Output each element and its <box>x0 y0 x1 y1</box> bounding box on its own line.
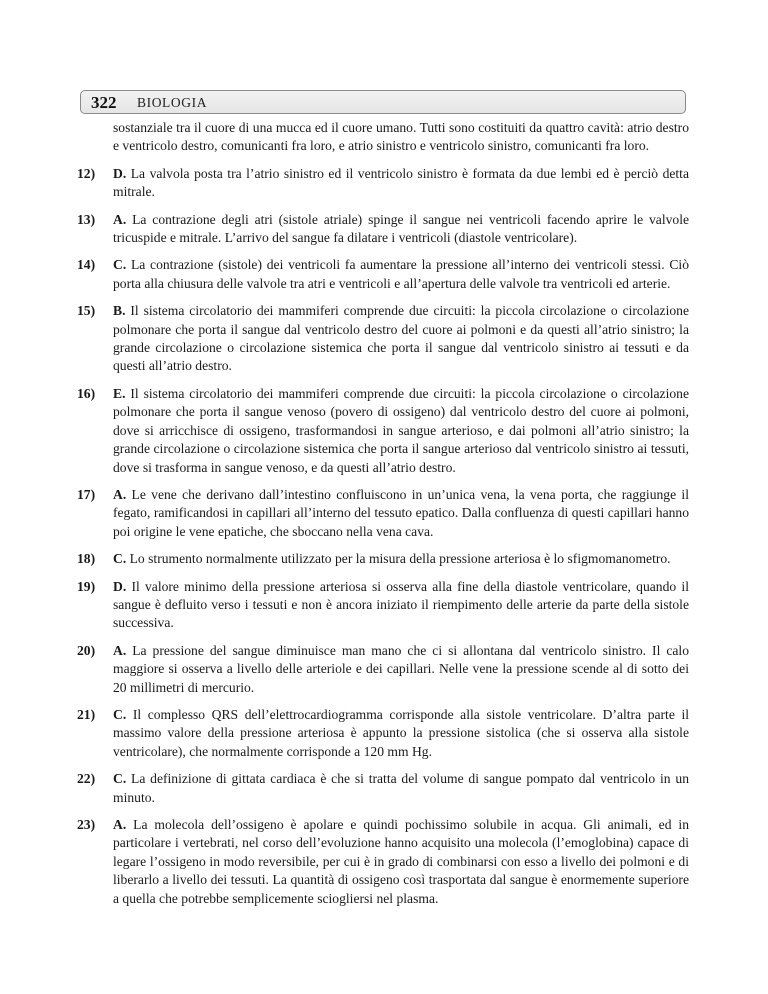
answer-text: La pressione del sangue diminuisce man mano che ci si allontana dal ventricolo sinistro. Il calo maggiore si osserva a livello delle arteriole e dei capillari. Nelle vene la pressione scende al di sotto dei 20 millimetri di mercurio. <box>113 642 689 695</box>
item-number: 20) <box>77 642 96 658</box>
page-number: 322 <box>91 93 117 112</box>
item-paragraph <box>113 165 689 202</box>
answer-item <box>77 550 689 568</box>
answer-item <box>77 706 689 761</box>
answer-text: Le vene che derivano dall’intestino confluiscono in un’unica vena, la vena porta, che raggiunge il fegato, ramificandosi in capillari all’interno del tessuto epatico. Dalla confluenza di questi capillari hanno poi origine le vene epatiche, che sboccano nella vena cava. <box>113 486 689 539</box>
answer-text: Lo strumento normalmente utilizzato per la misura della pressione arteriosa è lo sfigmomanometro. <box>129 551 671 567</box>
answer-text: Il complesso QRS dell’elettrocardiogramma corrisponde alla sistole ventricolare. D’altra parte il massimo valore della pressione arteriosa è appunto la pressione sistolica (che si osserva alla sistole ventricolare), che normalmente corrisponde a 120 mm Hg. <box>113 706 689 759</box>
item-number: 21) <box>77 706 96 722</box>
item-paragraph <box>113 706 689 761</box>
answer-text: La molecola dell’ossigeno è apolare e quindi pochissimo solubile in acqua. Gli animali, ed in particolare i vertebrati, nel corso dell’evoluzione hanno acquisito una molecola (l’emoglobina) capace di legare l’ossigeno in modo reversibile, per cui è in grado di combinarsi con esso a livello dei polmoni e di liberarlo a livello dei tessuti. La quantità di ossigeno così trasportata dal sangue è enormemente superiore a quella che potrebbe semplicemente sciogliersi nel plasma. <box>113 817 689 906</box>
item-paragraph <box>113 550 689 568</box>
answer-letter: C. <box>113 771 127 787</box>
intro-paragraph: sostanziale tra il cuore di una mucca ed il cuore umano. Tutti sono costituiti da quattro cavità: atrio destro e ventricolo destro, comunicanti fra loro, e atrio sinistro e ventricolo sinistro, comunicanti fra loro. <box>113 120 689 154</box>
answer-letter: A. <box>113 486 127 502</box>
item-paragraph <box>113 211 689 248</box>
answer-text: Il valore minimo della pressione arteriosa si osserva alla fine della diastole ventricolare, quando il sangue è defluito verso i tessuti e non è ancora iniziato il riempimento delle arterie da parte della sistole successiva. <box>113 578 689 631</box>
answer-item <box>77 256 689 293</box>
item-paragraph <box>113 770 689 807</box>
item-paragraph <box>113 256 689 293</box>
answer-letter: D. <box>113 165 127 181</box>
item-paragraph <box>113 816 689 908</box>
answer-letter: B. <box>113 303 126 319</box>
answer-letter: A. <box>113 817 127 832</box>
item-number: 18) <box>77 551 96 567</box>
answers-body <box>77 119 689 908</box>
answer-item <box>77 578 689 633</box>
answer-item <box>77 816 689 908</box>
item-number: 17) <box>77 486 96 502</box>
item-number: 23) <box>77 817 96 832</box>
answer-text: La contrazione degli atri (sistole atriale) spinge il sangue nei ventricoli facendo aprire le valvole tricuspide e mitrale. L’arrivo del sangue fa dilatare i ventricoli (diastole ventricolare). <box>113 211 690 246</box>
item-number: 14) <box>77 257 96 273</box>
item-number: 13) <box>77 211 96 227</box>
answer-letter: C. <box>113 257 127 273</box>
answer-text: La definizione di gittata cardiaca è che si tratta del volume di sangue pompato dal ventricolo in un minuto. <box>113 771 689 805</box>
answer-item <box>77 486 689 541</box>
answer-item <box>77 770 689 807</box>
answer-letter: A. <box>113 642 127 658</box>
answer-text: La contrazione (sistole) dei ventricoli fa aumentare la pressione all’interno dei ventricoli stessi. Ciò porta alla chiusura delle valvole tra atri e ventricoli e all’apertura delle valvole tra ventricoli ed arterie. <box>113 257 689 291</box>
answer-item <box>77 211 689 248</box>
item-number: 16) <box>77 385 96 401</box>
answer-text: La valvola posta tra l’atrio sinistro ed il ventricolo sinistro è formata da due lembi ed è perciò detta mitrale. <box>113 165 689 200</box>
item-paragraph <box>113 385 689 477</box>
item-number: 19) <box>77 578 96 594</box>
item-paragraph <box>113 486 689 541</box>
item-number: 22) <box>77 771 96 787</box>
item-paragraph <box>113 578 689 633</box>
answer-letter: C. <box>113 551 127 567</box>
answer-letter: A. <box>113 211 127 227</box>
answer-item <box>77 642 689 697</box>
answer-letter: C. <box>113 706 127 722</box>
answer-item <box>77 165 689 202</box>
answer-letter: D. <box>113 578 127 594</box>
section-title: BIOLOGIA <box>137 95 208 110</box>
item-paragraph <box>113 642 689 697</box>
answer-item <box>77 385 689 477</box>
answer-item <box>77 302 689 376</box>
answer-text: Il sistema circolatorio dei mammiferi comprende due circuiti: la piccola circolazione o circolazione polmonare che porta il sangue dal ventricolo destro del cuore ai polmoni e da questi all’atrio sinistro; la grande circolazione o circolazione sistemica che porta il sangue dal ventricolo sinistro ai tessuti e da questi all’atrio destro. <box>113 303 689 374</box>
running-header <box>80 90 686 114</box>
item-paragraph <box>113 302 689 376</box>
item-number: 12) <box>77 165 96 181</box>
answer-text: Il sistema circolatorio dei mammiferi comprende due circuiti: la piccola circolazione o circolazione polmonare che porta il sangue venoso (povero di ossigeno) dal ventricolo destro del cuore ai polmoni, dove si arricchisce di ossigeno, trasformandosi in sangue arterioso, e dai polmoni all’atrio sinistro; la grande circolazione o circolazione sistemica che porta il sangue arterioso dal ventricolo sinistro ai tessuti, dove si trasforma in sangue venoso, e da questi all’atrio destro. <box>113 385 689 475</box>
item-number: 15) <box>77 303 96 319</box>
answer-letter: E. <box>113 385 126 401</box>
